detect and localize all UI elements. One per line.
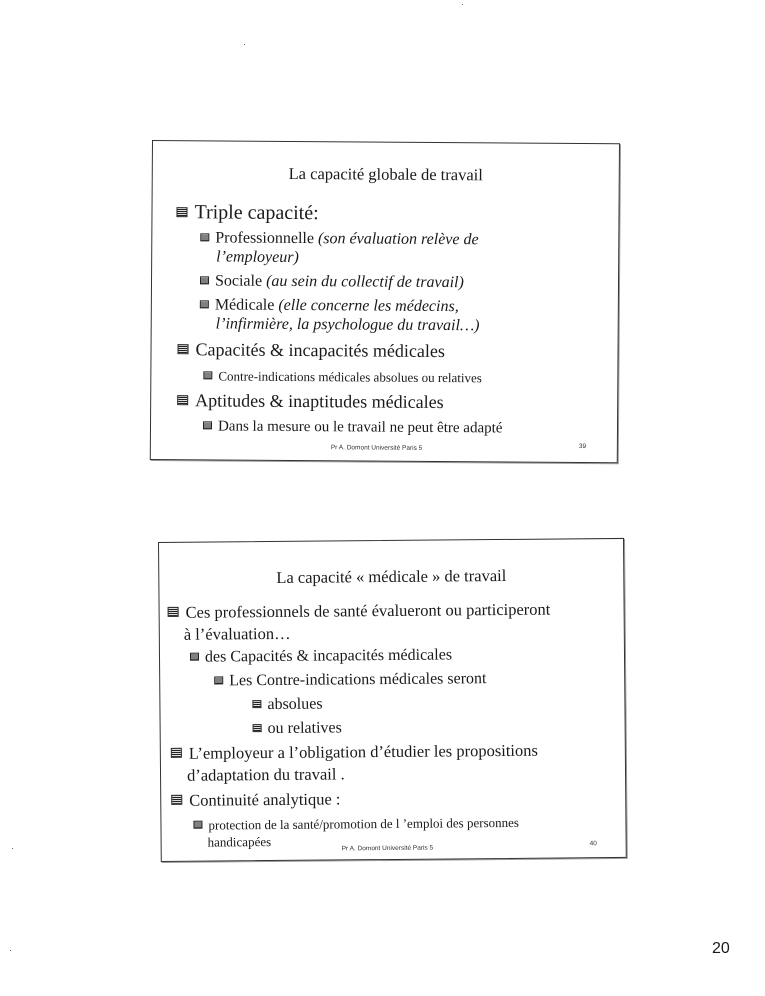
bullet-employeur: L’employeur a l’obligation d’étudier les propositions — [171, 741, 538, 764]
bullet-ces-professionnels: Ces professionnels de santé évalueront ou participeront — [168, 600, 551, 623]
slide-footer: Pr A. Domont Université Paris 5 — [341, 844, 434, 853]
bullet-icon — [168, 607, 179, 617]
ces-professionnels-cont: à l’évaluation… — [183, 623, 291, 644]
bullet-relatives: ou relatives — [253, 719, 342, 738]
bullet-icon — [200, 233, 209, 241]
bullet-icon — [190, 653, 199, 661]
bullet-icon — [200, 300, 209, 308]
bullet-professionnelle: Professionnelle (son évaluation relève de — [200, 229, 478, 249]
slide-number: 40 — [589, 840, 597, 848]
bullet-des-capacites: des Capacités & incapacités médicales — [190, 646, 452, 666]
bullet-icon — [193, 821, 202, 829]
bullet-icon — [203, 421, 212, 429]
bullet-icon — [253, 724, 262, 732]
bullet-protection: protection de la santé/promotion de l ’emploi des personnes — [193, 815, 519, 834]
bullet-icon — [176, 207, 187, 217]
bullet-icon — [203, 371, 212, 379]
bullet-contre-indications: Contre-indications médicales absolues ou relatives — [203, 368, 482, 386]
bullet-dans-la-mesure: Dans la mesure ou le travail ne peut être adapté — [203, 418, 503, 437]
professionnelle-note-cont: l’employeur) — [216, 248, 299, 267]
protection-cont: handicapées — [207, 834, 272, 850]
bullet-contre-indications: Les Contre-indications médicales seront — [214, 670, 486, 690]
bullet-icon — [252, 700, 261, 708]
bullet-medicale: Médicale (elle concerne les médecins, — [200, 296, 459, 316]
medicale-note-cont: l’infirmière, la psychologue du travail…) — [215, 315, 480, 335]
slide-footer: Pr A. Domont Université Paris 5 — [330, 444, 423, 452]
bullet-triple-capacite: Triple capacité: — [176, 201, 318, 225]
page-number: 20 — [712, 940, 730, 957]
slide-39 — [150, 140, 620, 463]
speck — [462, 4, 463, 5]
speck — [12, 848, 13, 849]
slide-title: La capacité « médicale » de travail — [276, 565, 507, 587]
bullet-absolues: absolues — [252, 696, 322, 715]
bullet-icon — [214, 676, 223, 684]
bullet-sociale: Sociale (au sein du collectif de travail) — [200, 272, 464, 292]
slide-title: La capacité globale de travail — [288, 163, 483, 185]
bullet-icon — [171, 795, 182, 805]
slide-40 — [158, 538, 627, 862]
speck — [244, 44, 245, 45]
bullet-aptitudes: Aptitudes & inaptitudes médicales — [177, 390, 444, 413]
bullet-continuite: Continuité analytique : — [171, 789, 340, 810]
bullet-icon — [178, 344, 189, 354]
bullet-icon — [177, 395, 188, 405]
slide-number: 39 — [578, 442, 587, 451]
employeur-cont: d’adaptation du travail . — [186, 764, 345, 785]
bullet-capacites: Capacités & incapacités médicales — [177, 339, 445, 362]
bullet-icon — [171, 748, 182, 758]
bullet-icon — [200, 276, 209, 284]
speck — [10, 950, 11, 951]
